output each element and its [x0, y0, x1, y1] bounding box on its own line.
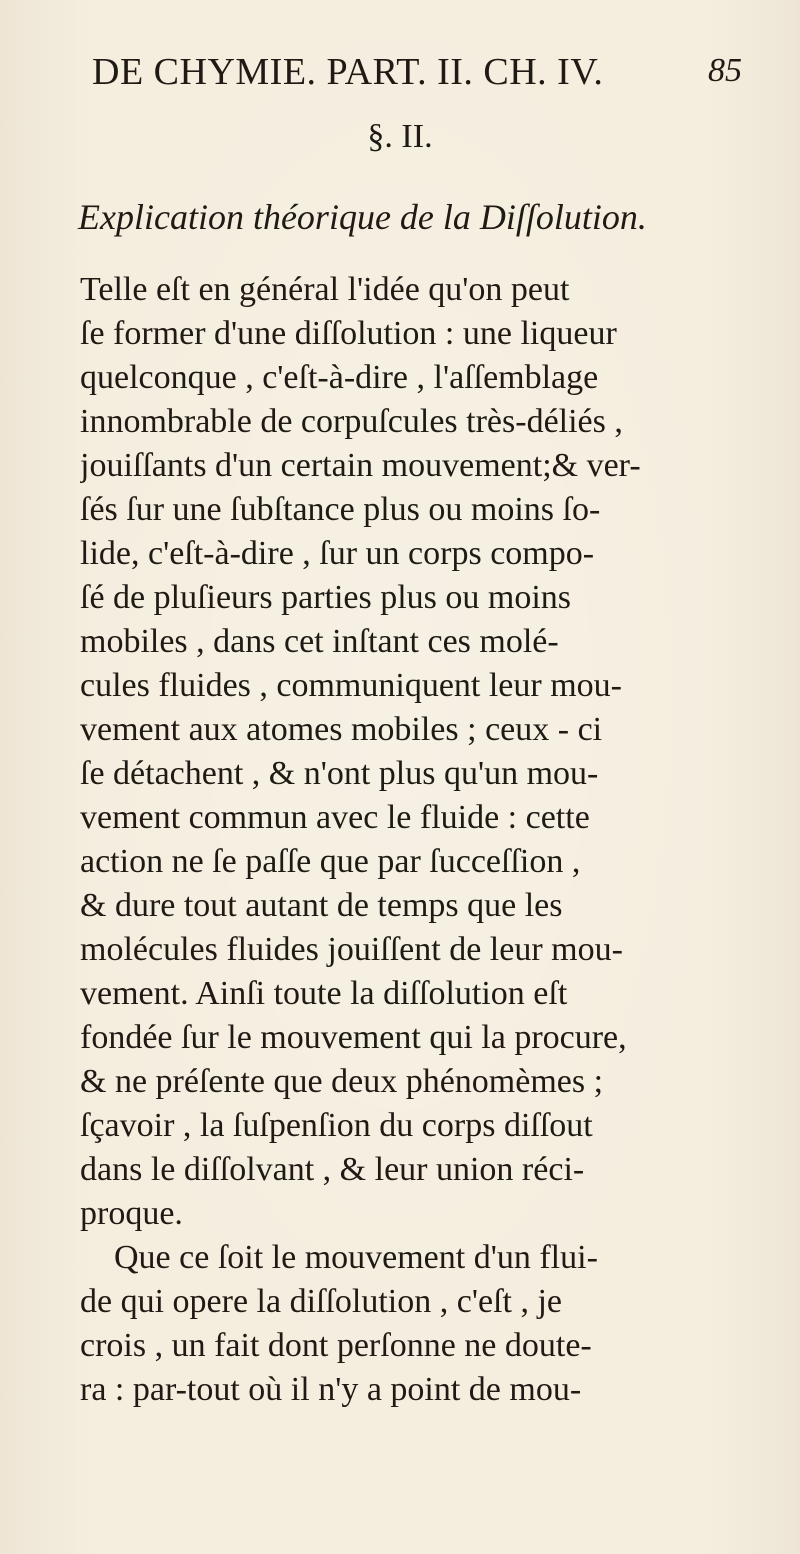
text-line: ſe former d'une diſſolution : une liqueur	[80, 315, 617, 352]
section-number: §. II.	[367, 118, 433, 155]
text-line: lide, c'eſt-à-dire , ſur un corps compo-	[80, 535, 595, 572]
text-line: jouiſſants d'un certain mouvement;& ver-	[80, 447, 641, 484]
text-line: ſés ſur une ſubſtance plus ou moins ſo-	[80, 491, 601, 528]
section-title: Explication théorique de la Diſſolution.	[78, 197, 647, 237]
text-line: mobiles , dans cet inſtant ces molé-	[80, 623, 559, 660]
text-line: action ne ſe paſſe que par ſucceſſion ,	[80, 843, 581, 880]
text-line: cules fluides , communiquent leur mou-	[80, 667, 622, 704]
text-line: ſe détachent , & n'ont plus qu'un mou-	[80, 755, 599, 792]
text-line: ra : par-tout où il n'y a point de mou-	[80, 1371, 582, 1408]
text-line: dans le diſſolvant , & leur union réci-	[80, 1151, 585, 1188]
text-line: vement aux atomes mobiles ; ceux - ci	[80, 711, 603, 748]
text-line: de qui opere la diſſolution , c'eſt , je	[80, 1283, 562, 1320]
text-line: crois , un fait dont perſonne ne doute-	[80, 1327, 592, 1364]
page-number: 85	[708, 52, 742, 89]
text-line: & dure tout autant de temps que les	[80, 887, 563, 924]
body-text	[80, 268, 720, 1412]
text-line: Que ce ſoit le mouvement d'un flui-	[114, 1239, 598, 1276]
text-line: vement commun avec le fluide : cette	[80, 799, 590, 836]
text-line: molécules fluides jouiſſent de leur mou-	[80, 931, 623, 968]
text-line: ſçavoir , la ſuſpenſion du corps diſſout	[80, 1107, 593, 1144]
text-line: vement. Ainſi toute la diſſolution eſt	[80, 975, 568, 1012]
text-line: quelconque , c'eſt-à-dire , l'aſſemblage	[80, 359, 599, 396]
text-line: & ne préſente que deux phénomèmes ;	[80, 1063, 604, 1100]
text-line: ſé de pluſieurs parties plus ou moins	[80, 579, 572, 616]
running-head	[92, 46, 742, 106]
text-line: Telle eſt en général l'idée qu'on peut	[80, 271, 570, 308]
text-line: proque.	[80, 1195, 183, 1232]
text-line: fondée ſur le mouvement qui la procure,	[80, 1019, 627, 1056]
text-line: innombrable de corpuſcules très-déliés ,	[80, 403, 623, 440]
running-title: DE CHYMIE. PART. II. CH. IV.	[92, 51, 604, 93]
